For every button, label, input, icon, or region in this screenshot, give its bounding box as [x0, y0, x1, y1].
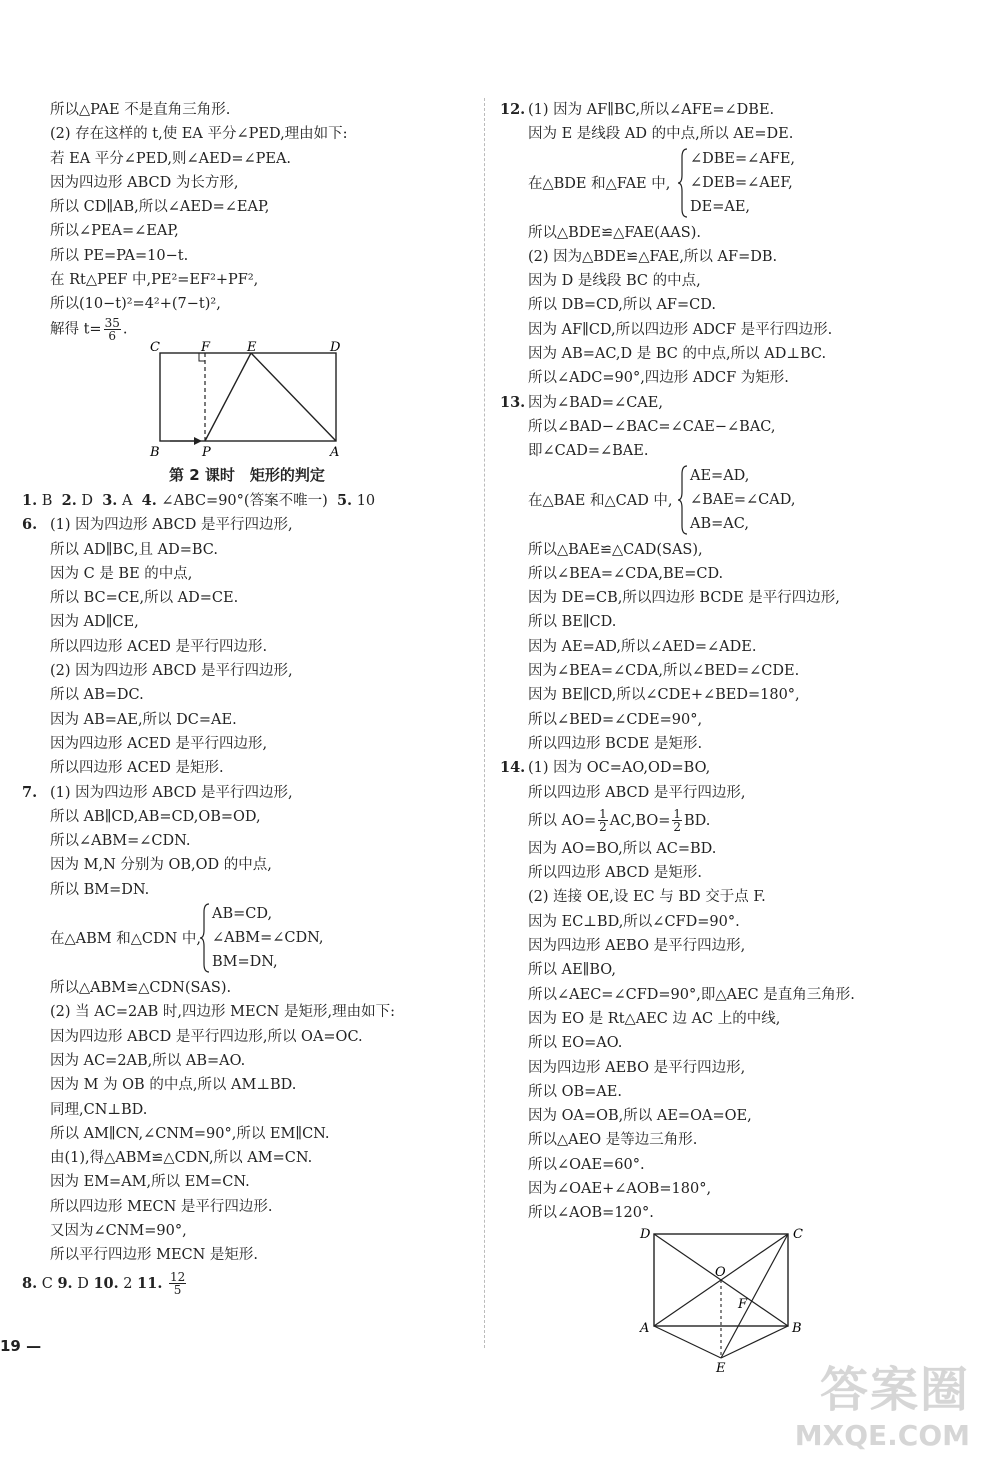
- q10-answer: 2: [118, 1275, 138, 1292]
- text-line: 所以四边形 BCDE 是矩形.: [528, 735, 703, 752]
- text-line: 因为 M,N 分别为 OB,OD 的中点,: [50, 857, 272, 874]
- brace-item: DE=AE,: [690, 198, 751, 215]
- q8-number: 8.: [22, 1274, 38, 1292]
- fraction: [104, 317, 121, 342]
- text-line: 因为 AB=AC,D 是 BC 的中点,所以 AD⊥BC.: [528, 346, 827, 363]
- solve-prefix: 解得 t=: [50, 321, 102, 338]
- brace-prefix: 在△BAE 和△CAD 中,: [528, 492, 673, 509]
- segment-be: [721, 1326, 788, 1358]
- q7-body-a: [22, 805, 472, 902]
- label-a: A: [330, 444, 340, 460]
- text-line: 因为四边形 AEBO 是平行四边形,: [528, 1059, 746, 1076]
- solve-suffix: .: [122, 321, 128, 338]
- q12-body-a: [500, 122, 970, 146]
- q13-number: 13.: [500, 393, 526, 411]
- text-line: (2) 因为四边形 ABCD 是平行四边形,: [50, 663, 293, 680]
- q13-body-b: [500, 538, 970, 757]
- fraction: [598, 808, 608, 833]
- text-line: 因为 AF∥CD,所以四边形 ADCF 是平行四边形.: [528, 321, 833, 338]
- label-c: C: [150, 340, 160, 355]
- text-line: 因为 EO 是 Rt△AEC 边 AC 上的中线,: [528, 1010, 781, 1027]
- text-line: 因为 C 是 BE 的中点,: [50, 565, 193, 582]
- q7-brace-system: [22, 902, 472, 976]
- brace-item: BM=DN,: [212, 954, 278, 971]
- text-line: 所以 AB=DC.: [50, 687, 144, 704]
- fraction-denominator: 2: [673, 820, 682, 835]
- segment-ae: [654, 1326, 721, 1358]
- text-line: 所以∠BAD−∠BAC=∠CAE−∠BAC,: [528, 418, 776, 435]
- answer-text: D: [76, 492, 103, 509]
- left-column: [22, 98, 472, 1300]
- solve-line: [22, 317, 472, 341]
- q12-number: 12.: [500, 101, 526, 118]
- text-line: 所以(10−t)²=4²+(7−t)²,: [50, 296, 221, 313]
- watermark-logo: [780, 1351, 980, 1461]
- text-line: 因为 DE=CB,所以四边形 BCDE 是平行四边形,: [528, 590, 840, 607]
- q9-number: 9.: [57, 1274, 73, 1292]
- text-line: 所以四边形 ACED 是平行四边形.: [50, 638, 268, 655]
- text-line: 若 EA 平分∠PED,则∠AED=∠PEA.: [50, 150, 292, 167]
- text-line: (2) 当 AC=2AB 时,四边形 MECN 是矩形,理由如下:: [50, 1004, 395, 1021]
- text-line: 所以∠AOB=120°.: [528, 1205, 654, 1222]
- q7-body-b: [22, 976, 472, 1268]
- text-line: 因为 AB=AE,所以 DC=AE.: [50, 711, 237, 728]
- brace-item: AB=CD,: [212, 906, 273, 923]
- text-line: 所以平行四边形 MECN 是矩形.: [50, 1247, 259, 1264]
- rectangle-figure: [22, 341, 472, 461]
- label-d: D: [640, 1226, 651, 1242]
- q9-answer: D: [72, 1275, 94, 1292]
- fraction-denominator: 2: [599, 820, 607, 835]
- fraction-numerator: 35: [104, 315, 120, 330]
- q14-first-line: (1) 因为 OC=AO,OD=BO,: [528, 760, 711, 777]
- label-f: F: [738, 1296, 748, 1312]
- text-line: 同理,CN⊥BD.: [50, 1101, 148, 1118]
- q14-body-a: [500, 781, 970, 805]
- label-o: O: [715, 1264, 726, 1280]
- q7-first-line: (1) 因为四边形 ABCD 是平行四边形,: [50, 784, 293, 801]
- question-6: [22, 513, 472, 780]
- q6-number: 6.: [22, 516, 38, 534]
- watermark-title: 答案圈: [819, 1362, 970, 1418]
- brace-prefix: 在△BDE 和△FAE 中,: [528, 175, 671, 192]
- text-line: 因为∠BEA=∠CDA,所以∠BED=∠CDE.: [528, 663, 800, 680]
- q6-first-line: (1) 因为四边形 ABCD 是平行四边形,: [50, 517, 293, 534]
- q14-fraction-line: [500, 805, 970, 837]
- answer-text: A: [117, 492, 142, 509]
- label-a: A: [640, 1320, 650, 1336]
- brace-items: [690, 147, 795, 219]
- question-13: [500, 391, 970, 757]
- text-line: 因为∠OAE+∠AOB=180°,: [528, 1180, 712, 1197]
- text-line: 在 Rt△PEF 中,PE²=EF²+PF²,: [50, 272, 259, 289]
- label-p: P: [202, 444, 211, 460]
- page-number-text: 19: [0, 1337, 21, 1355]
- brace-prefix: 在△ABM 和△CDN 中,: [50, 931, 202, 948]
- text-line: 因为 AC=2AB,所以 AB=AO.: [50, 1052, 246, 1069]
- text-line: 所以 BE∥CD.: [528, 614, 617, 631]
- question-14: [500, 756, 970, 1225]
- answer-number: 3.: [102, 491, 118, 509]
- label-e: E: [247, 340, 257, 355]
- text: BD.: [684, 812, 711, 829]
- text-line: 因为 D 是线段 BC 的中点,: [528, 273, 701, 290]
- text-line: 所以∠PEA=∠EAP,: [50, 223, 179, 240]
- q12-first-line: (1) 因为 AF∥BC,所以∠AFE=∠DBE.: [528, 102, 775, 118]
- answers-1-5: [22, 489, 472, 513]
- brace-icon: [678, 464, 688, 536]
- text-line: (2) 存在这样的 t,使 EA 平分∠PED,理由如下:: [50, 126, 348, 143]
- fraction-numerator: 1: [599, 807, 607, 822]
- fraction-numerator: 1: [673, 807, 682, 822]
- segment-ce: [721, 1234, 788, 1358]
- q11-number: 11.: [137, 1274, 163, 1292]
- text-line: 因为 AD∥CE,: [50, 614, 139, 631]
- q14-body-b: [500, 837, 970, 1226]
- answers-8-11: [22, 1268, 472, 1300]
- text-line: 所以 BM=DN.: [50, 881, 150, 898]
- text-line: 所以∠OAE=60°.: [528, 1156, 645, 1173]
- q10-number: 10.: [93, 1274, 119, 1292]
- text-line: 即∠CAD=∠BAE.: [528, 443, 649, 460]
- fraction-denominator: 6: [108, 328, 117, 343]
- brace-items: [212, 902, 324, 974]
- text-line: 所以∠AEC=∠CFD=90°,即△AEC 是直角三角形.: [528, 986, 855, 1003]
- answer-text: B: [37, 492, 62, 509]
- brace-item: AB=AC,: [690, 515, 749, 532]
- text-line: 因为 AE=AD,所以∠AED=∠ADE.: [528, 638, 757, 655]
- text-line: 因为 EC⊥BD,所以∠CFD=90°.: [528, 913, 740, 930]
- text-line: 所以 DB=CD,所以 AF=CD.: [528, 297, 716, 314]
- text-line: 所以 CD∥AB,所以∠AED=∠EAP,: [50, 199, 270, 216]
- right-column: [500, 98, 970, 1376]
- text-line: 所以 AM∥CN,∠CNM=90°,所以 EM∥CN.: [50, 1125, 330, 1142]
- brace-item: ∠BAE=∠CAD,: [690, 491, 796, 508]
- text-line: 因为四边形 ABCD 是平行四边形,所以 OA=OC.: [50, 1028, 363, 1045]
- text-line: 所以 OB=AE.: [528, 1083, 622, 1100]
- text-line: 所以∠ADC=90°,四边形 ADCF 为矩形.: [528, 370, 789, 387]
- brace-items: [690, 464, 795, 536]
- fraction-numerator: 12: [169, 1270, 186, 1285]
- q12-brace-system: [500, 147, 970, 221]
- brace-item: ∠ABM=∠CDN,: [212, 930, 324, 947]
- label-e: E: [716, 1360, 726, 1376]
- ep-line: [205, 353, 251, 441]
- answer-number: 5.: [336, 491, 353, 509]
- brace-item: ∠DEB=∠AEF,: [690, 174, 793, 191]
- text-line: 所以△PAE 不是直角三角形.: [50, 102, 231, 118]
- q13-body-a: [500, 415, 970, 464]
- text-line: 所以 EO=AO.: [528, 1035, 623, 1052]
- text-line: 所以四边形 ABCD 是平行四边形,: [528, 784, 746, 801]
- text-line: 因为 E 是线段 AD 的中点,所以 AE=DE.: [528, 126, 794, 143]
- text-line: 又因为∠CNM=90°,: [50, 1222, 187, 1239]
- ea-line: [251, 353, 336, 441]
- text: AC,BO=: [609, 812, 671, 829]
- question-7: [22, 781, 472, 1268]
- brace-icon: [678, 147, 688, 219]
- label-b: B: [150, 444, 160, 460]
- text-line: 所以 AB∥CD,AB=CD,OB=OD,: [50, 808, 261, 825]
- text-line: 因为四边形 ABCD 为长方形,: [50, 174, 239, 191]
- page-number: 19 —: [0, 1337, 42, 1355]
- text-line: 所以∠BED=∠CDE=90°,: [528, 711, 703, 728]
- text-line: 因为 M 为 OB 的中点,所以 AM⊥BD.: [50, 1077, 297, 1094]
- text: 所以 AO=: [528, 812, 597, 829]
- text-line: 因为 AO=BO,所以 AC=BD.: [528, 840, 717, 857]
- text-line: (2) 连接 OE,设 EC 与 BD 交于点 F.: [528, 889, 766, 906]
- rectangle-abcd: [160, 353, 336, 441]
- answer-number: 4.: [141, 491, 157, 509]
- text-line: 因为四边形 ACED 是平行四边形,: [50, 735, 268, 752]
- text-line: 所以△BDE≌△FAE(AAS).: [528, 224, 701, 241]
- brace-item: ∠DBE=∠AFE,: [690, 150, 796, 167]
- q13-brace-system: [500, 464, 970, 538]
- watermark-url: MXQE.COM: [794, 1419, 970, 1452]
- text-line: 因为 EM=AM,所以 EM=CN.: [50, 1174, 250, 1191]
- text-line: 所以 AE∥BO,: [528, 962, 616, 979]
- fraction: [672, 808, 682, 833]
- text-line: 所以四边形 MECN 是平行四边形.: [50, 1198, 273, 1215]
- text-line: 所以四边形 ABCD 是矩形.: [528, 865, 702, 882]
- label-d: D: [330, 340, 341, 355]
- column-divider: [484, 98, 485, 1348]
- answer-number: 2.: [61, 491, 77, 509]
- q7-number: 7.: [22, 783, 38, 801]
- q12-body-b: [500, 221, 970, 391]
- label-b: B: [792, 1320, 802, 1336]
- text-line: 所以△AEO 是等边三角形.: [528, 1132, 698, 1149]
- q5-continuation: [22, 98, 472, 317]
- label-f: F: [201, 340, 211, 355]
- text-line: 由(1),得△ABM≌△CDN,所以 AM=CN.: [50, 1150, 313, 1167]
- text-line: 所以∠BEA=∠CDA,BE=CD.: [528, 565, 724, 582]
- text-line: 所以 BC=CE,所以 AD=CE.: [50, 590, 239, 607]
- fraction-denominator: 5: [173, 1283, 182, 1298]
- text-line: 所以△BAE≌△CAD(SAS),: [528, 541, 703, 558]
- q11-fraction: [169, 1271, 186, 1296]
- arrow-head-icon: [194, 437, 202, 445]
- answer-number: 1.: [22, 491, 38, 509]
- text-line: 所以∠ABM=∠CDN.: [50, 833, 191, 850]
- text-line: 所以四边形 ACED 是矩形.: [50, 760, 224, 777]
- text-line: 所以△ABM≌△CDN(SAS).: [50, 980, 232, 997]
- q14-number: 14.: [500, 759, 526, 777]
- label-c: C: [793, 1226, 803, 1242]
- text-line: 因为 BE∥CD,所以∠CDE+∠BED=180°,: [528, 687, 800, 704]
- brace-icon: [200, 902, 210, 974]
- section-title: 第 2 课时 矩形的判定: [169, 465, 325, 484]
- text-line: 所以 AD∥BC,且 AD=BC.: [50, 541, 218, 558]
- answer-text: 10: [352, 492, 376, 509]
- text-line: 因为 OA=OB,所以 AE=OA=OE,: [528, 1108, 752, 1125]
- question-12: [500, 98, 970, 391]
- q6-body: [22, 538, 472, 781]
- text-line: (2) 因为△BDE≌△FAE,所以 AF=DB.: [528, 248, 778, 265]
- text-line: 所以 PE=PA=10−t.: [50, 247, 189, 264]
- text-line: 因为四边形 AEBO 是平行四边形,: [528, 938, 746, 955]
- q8-answer: C: [37, 1275, 58, 1292]
- answer-text: ∠ABC=90°(答案不唯一): [156, 492, 337, 509]
- q13-first-line: 因为∠BAD=∠CAE,: [528, 394, 663, 411]
- brace-item: AE=AD,: [690, 467, 750, 484]
